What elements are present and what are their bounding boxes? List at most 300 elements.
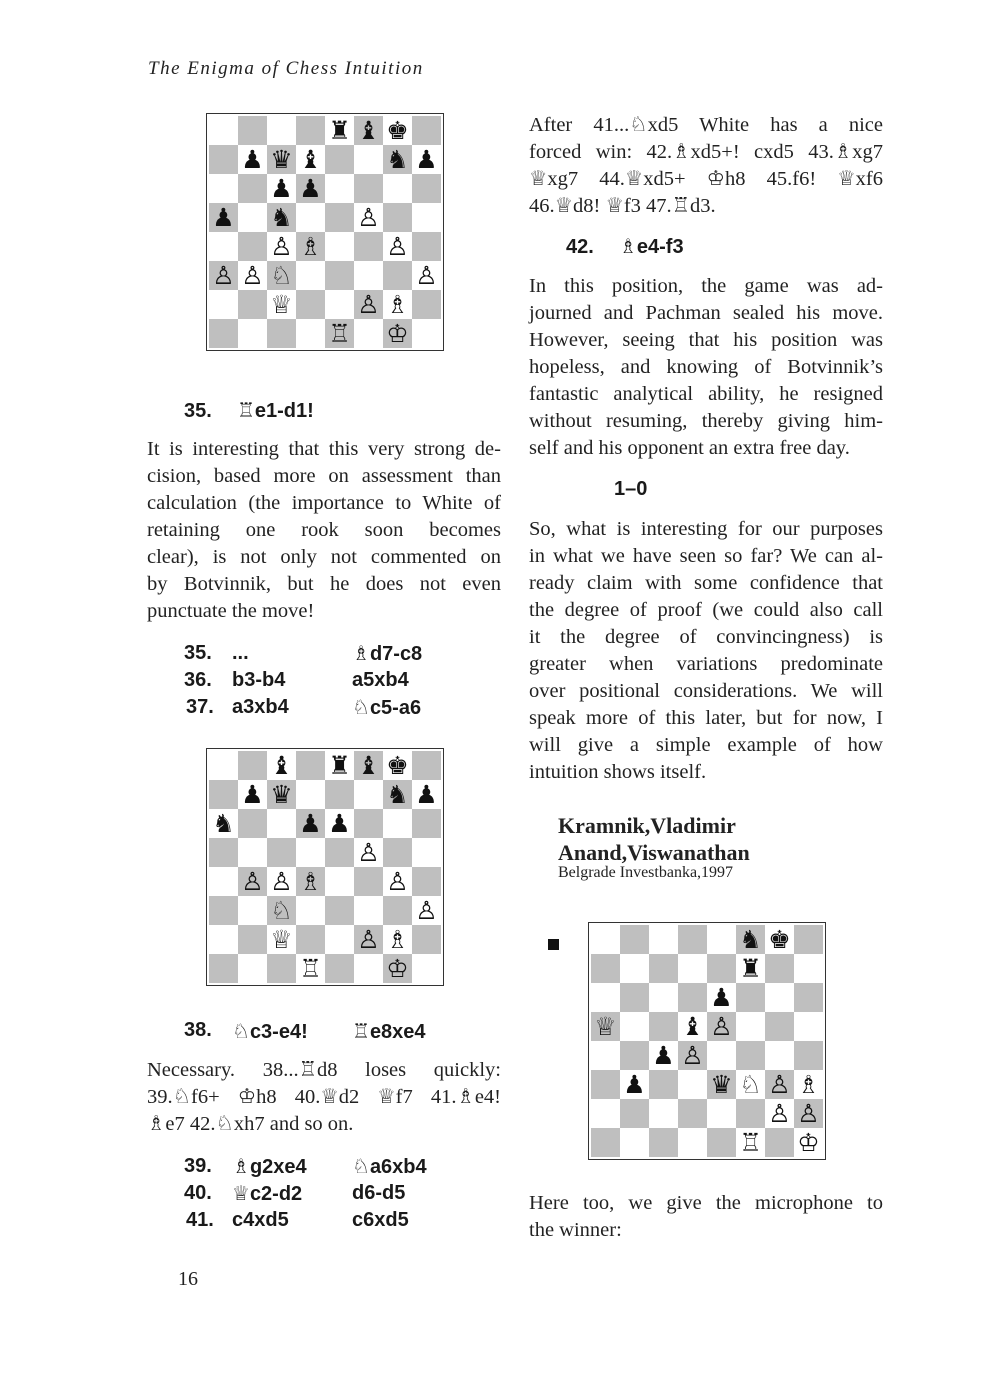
black-queen-icon: ♛ bbox=[270, 780, 293, 809]
board-square bbox=[296, 751, 325, 780]
board-square bbox=[267, 751, 296, 780]
board-square bbox=[383, 896, 412, 925]
text-line: It is interesting that this very strong de- bbox=[147, 438, 501, 460]
board-square bbox=[209, 290, 238, 319]
board-square bbox=[591, 1041, 620, 1070]
board-square bbox=[620, 1128, 649, 1157]
board-square bbox=[325, 261, 354, 290]
text-line: over positional considerations. We will bbox=[529, 680, 883, 702]
board-square bbox=[383, 145, 412, 174]
board-square bbox=[296, 174, 325, 203]
black-pawn-icon: ♟ bbox=[328, 809, 351, 838]
white-rook-icon: ♖ bbox=[299, 954, 322, 983]
white-player: Kramnik,Vladimir bbox=[558, 813, 736, 838]
text-line: After 41...♘xd5 White has a nice bbox=[529, 114, 883, 136]
board-square bbox=[649, 1070, 678, 1099]
black-pawn-icon: ♟ bbox=[652, 1041, 675, 1070]
move-list-39-41 bbox=[184, 1153, 484, 1234]
board-square bbox=[296, 838, 325, 867]
board-square bbox=[267, 232, 296, 261]
board-square bbox=[412, 867, 441, 896]
board-square bbox=[620, 1099, 649, 1128]
board-square bbox=[238, 838, 267, 867]
board-square bbox=[794, 983, 823, 1012]
board-square bbox=[296, 116, 325, 145]
knight-icon: ♘ bbox=[232, 1019, 250, 1043]
board-square bbox=[209, 896, 238, 925]
board-square bbox=[765, 954, 794, 983]
board-square bbox=[209, 203, 238, 232]
board-square bbox=[267, 925, 296, 954]
board-square bbox=[794, 1128, 823, 1157]
board-square bbox=[678, 1099, 707, 1128]
board-square bbox=[620, 1070, 649, 1099]
white-rook-icon: ♖ bbox=[328, 319, 351, 348]
white-pawn-icon: ♙ bbox=[415, 261, 438, 290]
white-bishop-icon: ♗ bbox=[797, 1070, 820, 1099]
text-line: greater when variations predominate bbox=[529, 653, 883, 675]
board-square bbox=[412, 780, 441, 809]
move-35: 35. ♖e1-d1! bbox=[184, 398, 314, 422]
board-square bbox=[296, 232, 325, 261]
board-square bbox=[412, 809, 441, 838]
board-square bbox=[412, 751, 441, 780]
rook-icon: ♖ bbox=[236, 398, 255, 422]
text-line: In this position, the game was ad- bbox=[529, 275, 883, 297]
text-line: However, seeing that his position was bbox=[529, 329, 883, 351]
chess-diagram-2 bbox=[206, 748, 444, 986]
text-line: it the degree of convincingness) is bbox=[529, 626, 883, 648]
board-square bbox=[707, 983, 736, 1012]
board-square bbox=[209, 751, 238, 780]
board-square bbox=[238, 174, 267, 203]
move-row: 41. c4xd5 c6xd5 bbox=[186, 1209, 409, 1231]
board-square bbox=[412, 145, 441, 174]
board-square bbox=[707, 925, 736, 954]
board-square bbox=[209, 867, 238, 896]
white-pawn-icon: ♙ bbox=[270, 232, 293, 261]
board-square bbox=[209, 319, 238, 348]
board-square bbox=[354, 954, 383, 983]
text-line: journed and Pachman sealed his move. bbox=[529, 302, 883, 324]
board-square bbox=[383, 203, 412, 232]
board-square bbox=[736, 1099, 765, 1128]
board-square bbox=[238, 751, 267, 780]
board-square bbox=[238, 867, 267, 896]
board-square bbox=[412, 954, 441, 983]
board-square bbox=[296, 954, 325, 983]
page-number: 16 bbox=[178, 1268, 198, 1290]
black-pawn-icon: ♟ bbox=[415, 780, 438, 809]
board-square bbox=[383, 116, 412, 145]
commentary-paragraph-4 bbox=[529, 273, 883, 462]
board-square bbox=[354, 809, 383, 838]
board-square bbox=[591, 1012, 620, 1041]
board-square bbox=[736, 983, 765, 1012]
board-square bbox=[794, 954, 823, 983]
board-square bbox=[267, 116, 296, 145]
board-square bbox=[354, 290, 383, 319]
text-line: fantastic analytical ability, he resigned bbox=[529, 383, 883, 405]
board-square bbox=[354, 203, 383, 232]
text-line: ♗e7 42.♘xh7 and so on. bbox=[147, 1113, 354, 1135]
white-pawn-icon: ♙ bbox=[270, 867, 293, 896]
board-square bbox=[794, 1099, 823, 1128]
board-square bbox=[354, 232, 383, 261]
board-square bbox=[354, 145, 383, 174]
white-pawn-icon: ♙ bbox=[212, 261, 235, 290]
text-line: intuition shows itself. bbox=[529, 761, 707, 783]
board-square bbox=[209, 780, 238, 809]
board-square bbox=[591, 1099, 620, 1128]
board-square bbox=[238, 809, 267, 838]
white-bishop-icon: ♗ bbox=[386, 290, 409, 319]
black-pawn-icon: ♟ bbox=[415, 145, 438, 174]
board-square bbox=[412, 319, 441, 348]
black-pawn-icon: ♟ bbox=[710, 983, 733, 1012]
board-square bbox=[649, 925, 678, 954]
board-square bbox=[209, 838, 238, 867]
knight-icon: ♘ bbox=[352, 1154, 370, 1178]
white-bishop-icon: ♗ bbox=[299, 232, 322, 261]
board-square bbox=[707, 954, 736, 983]
bishop-icon: ♗ bbox=[618, 234, 637, 258]
board-square bbox=[267, 780, 296, 809]
board-square bbox=[325, 838, 354, 867]
commentary-paragraph-3 bbox=[529, 112, 883, 220]
board-square bbox=[678, 925, 707, 954]
white-king-icon: ♔ bbox=[386, 319, 409, 348]
board-square bbox=[354, 751, 383, 780]
board-grid bbox=[209, 116, 441, 348]
board-square bbox=[354, 319, 383, 348]
board-square bbox=[794, 925, 823, 954]
board-square bbox=[765, 1012, 794, 1041]
board-square bbox=[649, 1041, 678, 1070]
board-square bbox=[736, 1128, 765, 1157]
bishop-icon: ♗ bbox=[232, 1154, 250, 1178]
white-pawn-icon: ♙ bbox=[357, 290, 380, 319]
board-square bbox=[383, 261, 412, 290]
white-king-icon: ♔ bbox=[386, 954, 409, 983]
board-square bbox=[707, 1099, 736, 1128]
board-square bbox=[209, 809, 238, 838]
board-square bbox=[267, 261, 296, 290]
black-king-icon: ♚ bbox=[386, 751, 409, 780]
black-queen-icon: ♛ bbox=[270, 145, 293, 174]
board-square bbox=[354, 838, 383, 867]
board-square bbox=[765, 1128, 794, 1157]
black-pawn-icon: ♟ bbox=[212, 203, 235, 232]
board-square bbox=[325, 290, 354, 319]
black-pawn-icon: ♟ bbox=[270, 174, 293, 203]
board-square bbox=[325, 319, 354, 348]
board-square bbox=[325, 867, 354, 896]
text-line: in what we have seen so far? We can al- bbox=[529, 545, 883, 567]
board-square bbox=[296, 261, 325, 290]
event-info: Belgrade Investbanka,1997 bbox=[558, 864, 734, 881]
board-square bbox=[238, 116, 267, 145]
white-pawn-icon: ♙ bbox=[357, 838, 380, 867]
board-square bbox=[678, 954, 707, 983]
board-square bbox=[267, 290, 296, 319]
commentary-paragraph-6 bbox=[529, 1190, 883, 1244]
board-square bbox=[383, 174, 412, 203]
board-square bbox=[649, 1128, 678, 1157]
board-square bbox=[707, 1012, 736, 1041]
text-line: the degree of proof (we could also call bbox=[529, 599, 883, 621]
board-square bbox=[354, 867, 383, 896]
board-square bbox=[707, 1070, 736, 1099]
black-knight-icon: ♞ bbox=[212, 809, 235, 838]
board-square bbox=[620, 983, 649, 1012]
white-bishop-icon: ♗ bbox=[299, 867, 322, 896]
board-square bbox=[238, 290, 267, 319]
text-line: will give a simple example of how bbox=[529, 734, 883, 756]
board-square bbox=[325, 780, 354, 809]
move-42: 42. ♗e4-f3 bbox=[566, 234, 684, 258]
board-grid bbox=[209, 751, 441, 983]
board-square bbox=[238, 319, 267, 348]
board-square bbox=[591, 1128, 620, 1157]
black-knight-icon: ♞ bbox=[739, 925, 762, 954]
board-square bbox=[267, 954, 296, 983]
rook-icon: ♖ bbox=[352, 1019, 370, 1043]
board-square bbox=[209, 174, 238, 203]
board-square bbox=[383, 954, 412, 983]
board-square bbox=[620, 1012, 649, 1041]
board-square bbox=[209, 261, 238, 290]
black-player: Anand,Viswanathan bbox=[558, 840, 750, 865]
board-square bbox=[267, 319, 296, 348]
board-square bbox=[794, 1070, 823, 1099]
board-square bbox=[765, 983, 794, 1012]
white-pawn-icon: ♙ bbox=[241, 867, 264, 896]
board-square bbox=[325, 174, 354, 203]
board-square bbox=[354, 116, 383, 145]
move-row: 37. a3xb4 ♘c5-a6 bbox=[186, 695, 422, 719]
black-bishop-icon: ♝ bbox=[357, 116, 380, 145]
board-square bbox=[325, 925, 354, 954]
board-square bbox=[678, 1128, 707, 1157]
board-square bbox=[649, 983, 678, 1012]
board-square bbox=[238, 145, 267, 174]
board-square bbox=[412, 116, 441, 145]
board-square bbox=[678, 1012, 707, 1041]
board-square bbox=[620, 954, 649, 983]
running-title: The Enigma of Chess Intuition bbox=[148, 58, 424, 79]
board-square bbox=[238, 232, 267, 261]
move-row: 39. ♗g2xe4 ♘a6xb4 bbox=[184, 1154, 427, 1178]
board-square bbox=[383, 232, 412, 261]
board-square bbox=[736, 1012, 765, 1041]
commentary-paragraph-5 bbox=[529, 516, 883, 786]
text-line: self and his opponent an extra free day. bbox=[529, 437, 850, 459]
move-38: 38. ♘c3-e4! ♖e8xe4 bbox=[184, 1019, 426, 1043]
board-square bbox=[765, 1099, 794, 1128]
black-rook-icon: ♜ bbox=[328, 751, 351, 780]
queen-icon: ♕ bbox=[232, 1181, 250, 1205]
board-square bbox=[209, 116, 238, 145]
black-knight-icon: ♞ bbox=[386, 145, 409, 174]
black-bishop-icon: ♝ bbox=[270, 751, 293, 780]
board-square bbox=[383, 809, 412, 838]
text-line: 46.♕d8! ♕f3 47.♖d3. bbox=[529, 195, 716, 217]
black-rook-icon: ♜ bbox=[328, 116, 351, 145]
black-king-icon: ♚ bbox=[768, 925, 791, 954]
board-square bbox=[267, 174, 296, 203]
board-square bbox=[325, 896, 354, 925]
board-square bbox=[412, 896, 441, 925]
board-square bbox=[794, 1041, 823, 1070]
board-square bbox=[412, 174, 441, 203]
board-square bbox=[325, 203, 354, 232]
board-square bbox=[267, 838, 296, 867]
text-line: punctuate the move! bbox=[147, 600, 315, 622]
white-queen-icon: ♕ bbox=[594, 1012, 617, 1041]
board-square bbox=[383, 925, 412, 954]
white-queen-icon: ♕ bbox=[270, 290, 293, 319]
black-bishop-icon: ♝ bbox=[299, 145, 322, 174]
move-row: 40. ♕c2-d2 d6-d5 bbox=[184, 1181, 406, 1205]
board-square bbox=[325, 809, 354, 838]
text-line: cision, based more on assessment than bbox=[147, 465, 501, 487]
text-line: ready claim with some confidence that bbox=[529, 572, 883, 594]
board-square bbox=[354, 780, 383, 809]
board-square bbox=[238, 203, 267, 232]
board-square bbox=[325, 232, 354, 261]
board-square bbox=[412, 232, 441, 261]
board-square bbox=[296, 290, 325, 319]
board-square bbox=[267, 809, 296, 838]
board-square bbox=[238, 780, 267, 809]
board-square bbox=[209, 145, 238, 174]
board-square bbox=[649, 1099, 678, 1128]
board-square bbox=[591, 1070, 620, 1099]
black-pawn-icon: ♟ bbox=[623, 1070, 646, 1099]
board-square bbox=[296, 925, 325, 954]
text-line: by Botvinnik, but he does not even bbox=[147, 573, 501, 595]
text-line: 39.♘f6+ ♔h8 40.♕d2 ♕f7 41.♗e4! bbox=[147, 1086, 501, 1108]
white-bishop-icon: ♗ bbox=[386, 925, 409, 954]
board-square bbox=[765, 1070, 794, 1099]
board-square bbox=[383, 838, 412, 867]
board-square bbox=[325, 954, 354, 983]
move-row: 35. ... ♗d7-c8 bbox=[184, 641, 423, 665]
board-square bbox=[736, 954, 765, 983]
white-pawn-icon: ♙ bbox=[357, 925, 380, 954]
board-square bbox=[707, 1128, 736, 1157]
white-pawn-icon: ♙ bbox=[710, 1012, 733, 1041]
board-square bbox=[678, 1070, 707, 1099]
black-king-icon: ♚ bbox=[386, 116, 409, 145]
white-queen-icon: ♕ bbox=[270, 925, 293, 954]
board-square bbox=[412, 925, 441, 954]
board-square bbox=[620, 1041, 649, 1070]
white-pawn-icon: ♙ bbox=[386, 867, 409, 896]
black-pawn-icon: ♟ bbox=[241, 145, 264, 174]
board-square bbox=[736, 1041, 765, 1070]
move-list-35-37 bbox=[184, 640, 484, 721]
board-square bbox=[325, 116, 354, 145]
board-square bbox=[412, 838, 441, 867]
board-square bbox=[678, 1041, 707, 1070]
text-line: Necessary. 38...♖d8 loses quickly: bbox=[147, 1059, 501, 1081]
board-square bbox=[296, 809, 325, 838]
board-square bbox=[412, 261, 441, 290]
board-square bbox=[383, 290, 412, 319]
white-knight-icon: ♘ bbox=[270, 261, 293, 290]
black-bishop-icon: ♝ bbox=[681, 1012, 704, 1041]
black-bishop-icon: ♝ bbox=[357, 751, 380, 780]
white-pawn-icon: ♙ bbox=[797, 1099, 820, 1128]
white-pawn-icon: ♙ bbox=[241, 261, 264, 290]
board-grid bbox=[591, 925, 823, 1157]
board-square bbox=[412, 203, 441, 232]
text-line: forced win: 42.♗xd5+! cxd5 43.♗xg7 bbox=[529, 141, 883, 163]
board-square bbox=[296, 780, 325, 809]
board-square bbox=[736, 925, 765, 954]
text-line: ♕xg7 44.♕xd5+ ♔h8 45.f6! ♕xf6 bbox=[529, 168, 883, 190]
white-knight-icon: ♘ bbox=[739, 1070, 762, 1099]
board-square bbox=[354, 925, 383, 954]
black-rook-icon: ♜ bbox=[739, 954, 762, 983]
black-to-move-icon bbox=[548, 939, 559, 950]
board-square bbox=[296, 867, 325, 896]
board-square bbox=[238, 896, 267, 925]
bishop-icon: ♗ bbox=[352, 641, 370, 665]
text-line: Here too, we give the microphone to bbox=[529, 1192, 883, 1214]
board-square bbox=[296, 203, 325, 232]
board-square bbox=[267, 203, 296, 232]
board-square bbox=[649, 1012, 678, 1041]
board-square bbox=[325, 751, 354, 780]
black-pawn-icon: ♟ bbox=[299, 174, 322, 203]
board-square bbox=[591, 954, 620, 983]
board-square bbox=[794, 1012, 823, 1041]
board-square bbox=[325, 145, 354, 174]
board-square bbox=[238, 261, 267, 290]
board-square bbox=[591, 983, 620, 1012]
board-square bbox=[707, 1041, 736, 1070]
white-pawn-icon: ♙ bbox=[357, 203, 380, 232]
board-square bbox=[591, 925, 620, 954]
white-knight-icon: ♘ bbox=[270, 896, 293, 925]
board-square bbox=[209, 925, 238, 954]
text-line: retaining one rook soon becomes bbox=[147, 519, 501, 541]
text-line: speak more of this later, but for now, I bbox=[529, 707, 883, 729]
board-square bbox=[649, 954, 678, 983]
board-square bbox=[383, 780, 412, 809]
board-square bbox=[354, 174, 383, 203]
black-pawn-icon: ♟ bbox=[299, 809, 322, 838]
board-square bbox=[620, 925, 649, 954]
board-square bbox=[383, 867, 412, 896]
board-square bbox=[267, 867, 296, 896]
board-square bbox=[678, 983, 707, 1012]
black-queen-icon: ♛ bbox=[710, 1070, 733, 1099]
white-king-icon: ♔ bbox=[797, 1128, 820, 1157]
game-result: 1–0 bbox=[614, 478, 648, 500]
text-line: So, what is interesting for our purposes bbox=[529, 518, 883, 540]
white-pawn-icon: ♙ bbox=[415, 896, 438, 925]
board-square bbox=[354, 896, 383, 925]
black-knight-icon: ♞ bbox=[386, 780, 409, 809]
knight-icon: ♘ bbox=[352, 695, 370, 719]
text-line: clear), is not only not commented on bbox=[147, 546, 501, 568]
chess-diagram-1 bbox=[206, 113, 444, 351]
white-rook-icon: ♖ bbox=[739, 1128, 762, 1157]
